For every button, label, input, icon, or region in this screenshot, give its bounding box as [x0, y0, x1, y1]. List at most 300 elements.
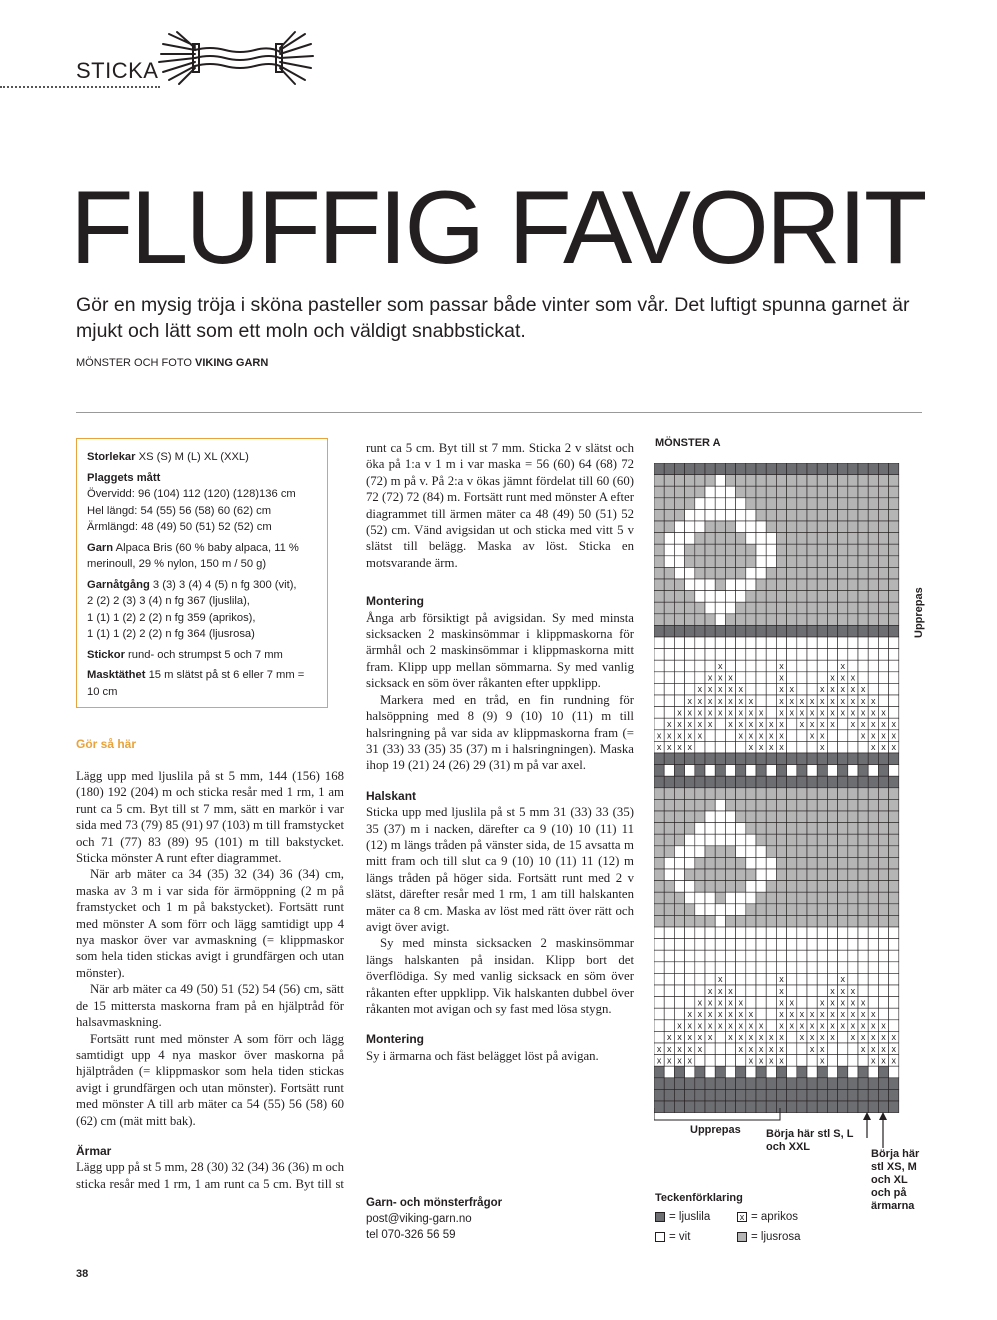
chart-cell — [654, 939, 664, 951]
chart-cell — [695, 765, 705, 777]
apricot-stitch-mark: x — [860, 684, 866, 695]
chart-cell — [848, 776, 858, 788]
chart-cell — [838, 602, 848, 614]
chart-cell — [705, 486, 715, 498]
chart-cell — [838, 556, 848, 568]
apricot-stitch-mark: x — [840, 684, 845, 695]
chart-cell — [848, 637, 858, 649]
apricot-stitch-mark: x — [707, 997, 713, 1008]
apricot-stitch-mark: x — [707, 695, 713, 706]
chart-cell — [817, 776, 827, 788]
chart-cell — [695, 509, 705, 521]
amount-white: 3 (3) 3 (4) 4 (5) n fg 300 (vit), — [152, 578, 297, 591]
chart-cell — [787, 1031, 797, 1043]
chart-cell — [664, 892, 674, 904]
chart-cell — [868, 962, 878, 974]
chart-cell — [715, 869, 725, 881]
chart-cell — [736, 1055, 746, 1067]
apricot-stitch-mark: x — [758, 1032, 764, 1043]
chart-cell — [715, 521, 725, 533]
chart-cell — [889, 939, 899, 951]
chart-cell — [787, 556, 797, 568]
chart-cell — [797, 649, 807, 661]
chart-cell — [685, 533, 695, 545]
chart-cell — [776, 486, 786, 498]
chart-cell — [838, 730, 848, 742]
chart-cell — [685, 799, 695, 811]
legend-white-text: = vit — [669, 1231, 691, 1243]
apricot-stitch-mark: x — [667, 1032, 672, 1043]
chart-cell — [858, 869, 868, 881]
apricot-stitch-mark: x — [697, 719, 703, 729]
chart-cell — [858, 475, 868, 487]
apricot-stitch-mark: x — [860, 730, 866, 741]
apricot-stitch-mark: x — [809, 730, 815, 741]
apricot-stitch-mark: x — [707, 719, 713, 729]
chart-cell — [674, 857, 684, 869]
chart-cell — [756, 1066, 766, 1078]
chart-cell — [654, 915, 664, 927]
chart-cell — [736, 799, 746, 811]
instruction-paragraph: Markera med en tråd, en fin rundning för halsöppning med 8 (9) 9 (10) 10 (11) m till halsringning på var sida av klippmaskorna fram (= 31 (33) 33 (35) 35 (37) m i halsringningen). Maska ihop 19 (21) 24 (26) 29 (31) m på var axel. — [366, 692, 634, 773]
apricot-stitch-mark: x — [799, 695, 805, 706]
chart-cell — [838, 567, 848, 579]
chart-cell — [766, 614, 776, 626]
chart-cell — [889, 973, 899, 985]
chart-cell — [756, 1008, 766, 1020]
chart-cell — [654, 857, 664, 869]
chart-cell — [725, 857, 735, 869]
chart-cell — [787, 1066, 797, 1078]
section-label: STICKA — [76, 58, 159, 83]
chart-cell — [685, 1066, 695, 1078]
chart-cell — [715, 915, 725, 927]
chart-cell — [797, 869, 807, 881]
chart-cell — [858, 857, 868, 869]
chart-cell — [695, 962, 705, 974]
measure-sleeve: Ärmlängd: 48 (49) 50 (51) 52 (52) cm — [87, 521, 272, 533]
chart-cell — [654, 823, 664, 835]
apricot-stitch-mark: x — [687, 742, 692, 753]
apricot-stitch-mark: x — [779, 1020, 784, 1031]
chart-cell — [746, 509, 756, 521]
chart-cell — [807, 869, 817, 881]
chart-cell — [654, 973, 664, 985]
chart-cell — [766, 892, 776, 904]
chart-cell — [664, 939, 674, 951]
apricot-stitch-mark: x — [779, 707, 784, 718]
apricot-stitch-mark: x — [840, 1009, 845, 1019]
chart-cell — [705, 602, 715, 614]
chart-cell — [695, 834, 705, 846]
chart-cell — [654, 892, 664, 904]
chart-cell — [889, 1078, 899, 1090]
chart-cell — [878, 649, 888, 661]
apricot-stitch-mark: x — [871, 730, 876, 741]
chart-cell — [878, 881, 888, 893]
chart-cell — [848, 811, 858, 823]
chart-cell — [756, 567, 766, 579]
chart-cell — [817, 857, 827, 869]
chart-cell — [685, 869, 695, 881]
chart-cell — [746, 567, 756, 579]
chart-cell — [705, 973, 715, 985]
chart-cell — [674, 939, 684, 951]
chart-cell — [848, 660, 858, 672]
apricot-stitch-mark: x — [820, 695, 825, 706]
chart-cell — [817, 915, 827, 927]
chart-cell — [705, 881, 715, 893]
chart-cell — [736, 869, 746, 881]
chart-cell — [736, 834, 746, 846]
chart-cell — [889, 509, 899, 521]
chart-cell — [766, 475, 776, 487]
chart-cell — [878, 683, 888, 695]
chart-cell — [746, 475, 756, 487]
chart-cell — [746, 521, 756, 533]
chart-cell — [858, 915, 868, 927]
chart-cell — [889, 823, 899, 835]
chart-cell — [654, 834, 664, 846]
chart-cell — [756, 834, 766, 846]
apricot-stitch-mark: x — [728, 1032, 733, 1043]
chart-cell — [756, 788, 766, 800]
chart-cell — [654, 927, 664, 939]
apricot-stitch-mark: x — [820, 1020, 825, 1031]
chart-cell — [695, 846, 705, 858]
chart-cell — [889, 788, 899, 800]
chart-cell — [746, 973, 756, 985]
apricot-stitch-mark: x — [707, 707, 713, 718]
chart-cell — [878, 799, 888, 811]
chart-cell — [715, 718, 725, 730]
chart-cell — [827, 904, 837, 916]
chart-cell — [685, 776, 695, 788]
chart-cell — [858, 950, 868, 962]
chart-cell — [756, 776, 766, 788]
chart-cell — [776, 915, 786, 927]
apricot-stitch-mark: x — [840, 985, 845, 996]
chart-cell — [715, 823, 725, 835]
apricot-stitch-mark: x — [871, 1009, 876, 1019]
chart-cell — [787, 823, 797, 835]
chart-cell — [736, 962, 746, 974]
chart-cell — [858, 509, 868, 521]
chart-cell — [889, 486, 899, 498]
chart-cell — [827, 915, 837, 927]
apricot-stitch-mark: x — [809, 1009, 815, 1019]
chart-cell — [725, 927, 735, 939]
chart-cell — [715, 1078, 725, 1090]
chart-cell — [787, 939, 797, 951]
chart-cell — [736, 521, 746, 533]
chart-cell — [807, 776, 817, 788]
chart-cell — [787, 962, 797, 974]
chart-cell — [705, 857, 715, 869]
chart-cell — [766, 857, 776, 869]
chart-cell — [848, 857, 858, 869]
chart-cell — [654, 625, 664, 637]
apricot-stitch-mark: x — [789, 684, 794, 695]
chart-cell — [766, 649, 776, 661]
chart-cell — [827, 591, 837, 603]
chart-cell — [776, 614, 786, 626]
chart-cell — [756, 892, 766, 904]
chart-cell — [807, 544, 817, 556]
chart-cell — [746, 498, 756, 510]
chart-cell — [787, 846, 797, 858]
chart-cell — [685, 857, 695, 869]
sizes-label: Storlekar — [87, 451, 136, 463]
chart-cell — [715, 927, 725, 939]
apricot-stitch-mark: x — [830, 1032, 835, 1043]
chart-cell — [664, 579, 674, 591]
apricot-stitch-mark: x — [728, 719, 733, 729]
chart-cell — [787, 521, 797, 533]
chart-cell — [868, 753, 878, 765]
chart-cell — [787, 579, 797, 591]
chart-cell — [776, 602, 786, 614]
chart-cell — [858, 753, 868, 765]
chart-cell — [817, 509, 827, 521]
chart-cell — [756, 683, 766, 695]
chart-cell — [685, 892, 695, 904]
chart-cell — [674, 927, 684, 939]
chart-cell — [889, 892, 899, 904]
chart-cell — [756, 811, 766, 823]
chart-cell — [715, 846, 725, 858]
measure-length: Hel längd: 54 (55) 56 (58) 60 (62) cm — [87, 504, 272, 517]
apricot-stitch-mark: x — [779, 974, 784, 985]
chart-cell — [817, 498, 827, 510]
chart-cell — [797, 1066, 807, 1078]
chart-cell — [858, 765, 868, 777]
chart-cell — [817, 637, 827, 649]
chart-cell — [848, 556, 858, 568]
apricot-stitch-mark: x — [779, 684, 784, 695]
chart-cell — [715, 637, 725, 649]
chart-cell — [827, 1043, 837, 1055]
chart-cell — [889, 533, 899, 545]
chart-cell — [746, 811, 756, 823]
chart-cell — [654, 591, 664, 603]
chart-cell — [787, 544, 797, 556]
needles-value: rund- och strumpst 5 och 7 mm — [128, 648, 283, 661]
chart-cell — [838, 1031, 848, 1043]
chart-cell — [674, 776, 684, 788]
chart-cell — [817, 614, 827, 626]
chart-cell — [674, 637, 684, 649]
chart-cell — [858, 556, 868, 568]
chart-cell — [654, 846, 664, 858]
chart-cell — [766, 869, 776, 881]
chart-cell — [664, 591, 674, 603]
article-title: FLUFFIG FAVORIT — [70, 170, 925, 286]
chart-cell — [838, 1055, 848, 1067]
apricot-stitch-mark: x — [881, 719, 886, 729]
chart-cell — [817, 486, 827, 498]
chart-cell — [746, 544, 756, 556]
chart-cell — [705, 962, 715, 974]
swatch-white — [655, 1232, 665, 1242]
instruction-paragraph: Sy med minsta sicksacken 2 maskinsömmar längs halskanten på insidan. Klipp bort det överflödiga. Sy med vanlig sicksack en söm över råkanten efter uppklipp. Vik halskanten dubbel över råkanten mot avigan och sy fast med lösa stygn. — [366, 936, 634, 1016]
chart-cell — [858, 962, 868, 974]
chart-cell — [848, 904, 858, 916]
chart-cell — [705, 591, 715, 603]
apricot-stitch-mark: x — [728, 1009, 733, 1019]
chart-cell — [695, 892, 705, 904]
chart-cell — [858, 788, 868, 800]
chart-cell — [827, 660, 837, 672]
chart-cell — [787, 753, 797, 765]
yarn-label: Garn — [87, 541, 114, 554]
chart-cell — [787, 973, 797, 985]
chart-cell — [715, 475, 725, 487]
chart-cell — [695, 904, 705, 916]
chart-cell — [766, 591, 776, 603]
apricot-stitch-mark: x — [718, 985, 723, 996]
chart-cell — [766, 672, 776, 684]
chart-cell — [878, 765, 888, 777]
chart-cell — [674, 660, 684, 672]
chart-cell — [756, 556, 766, 568]
chart-cell — [787, 533, 797, 545]
chart-cell — [756, 649, 766, 661]
chart-cell — [756, 637, 766, 649]
gauge-value: 15 m slätst på st 6 eller 7 mm = 10 cm — [87, 669, 305, 698]
chart-cell — [787, 811, 797, 823]
chart-cell — [664, 765, 674, 777]
chart-cell — [797, 1078, 807, 1090]
chart-cell — [695, 544, 705, 556]
needles-label: Stickor — [87, 648, 125, 661]
chart-cell — [868, 463, 878, 475]
apricot-stitch-mark: x — [789, 695, 794, 706]
chart-cell — [654, 950, 664, 962]
chart-cell — [766, 1078, 776, 1090]
chart-cell — [868, 985, 878, 997]
chart-cell — [868, 927, 878, 939]
apricot-stitch-mark: x — [820, 1043, 825, 1054]
chart-cell — [878, 1008, 888, 1020]
chart-cell — [827, 1078, 837, 1090]
apricot-stitch-mark: x — [840, 997, 845, 1008]
chart-cell — [827, 857, 837, 869]
repeat-bottom-label: Upprepas — [690, 1124, 741, 1136]
chart-cell — [878, 556, 888, 568]
chart-cell — [776, 753, 786, 765]
chart-cell — [797, 962, 807, 974]
chart-cell — [868, 614, 878, 626]
chart-cell — [705, 765, 715, 777]
pattern-facts-box — [76, 438, 328, 708]
apricot-stitch-mark: x — [677, 719, 682, 729]
chart-cell — [756, 533, 766, 545]
apricot-stitch-mark: x — [769, 1032, 774, 1043]
chart-cell — [838, 939, 848, 951]
apricot-stitch-mark: x — [891, 719, 896, 729]
contact-heading: Garn- och mönsterfrågor — [366, 1197, 503, 1209]
chart-repeat-markers — [654, 1098, 904, 1148]
chart-cell — [725, 591, 735, 603]
chart-cell — [695, 556, 705, 568]
chart-cell — [787, 834, 797, 846]
chart-cell — [736, 904, 746, 916]
chart-cell — [685, 660, 695, 672]
chart-cell — [766, 544, 776, 556]
chart-cell — [654, 672, 664, 684]
apricot-stitch-mark: x — [871, 1055, 876, 1066]
chart-cell — [695, 637, 705, 649]
chart-cell — [766, 962, 776, 974]
apricot-stitch-mark: x — [758, 742, 764, 753]
apricot-stitch-mark: x — [738, 1043, 743, 1054]
chart-cell — [756, 904, 766, 916]
chart-cell — [746, 834, 756, 846]
chart-cell — [797, 602, 807, 614]
chart-cell — [848, 799, 858, 811]
chart-cell — [827, 544, 837, 556]
apricot-stitch-mark: x — [758, 1020, 764, 1031]
chart-cell — [685, 765, 695, 777]
chart-cell — [695, 973, 705, 985]
chart-cell — [807, 556, 817, 568]
chart-cell — [674, 509, 684, 521]
chart-cell — [827, 498, 837, 510]
chart-cell — [776, 475, 786, 487]
chart-cell — [858, 741, 868, 753]
chart-cell — [848, 846, 858, 858]
contact-email[interactable]: post@viking-garn.no — [366, 1213, 472, 1225]
apricot-stitch-mark: x — [881, 730, 886, 741]
chart-cell — [766, 486, 776, 498]
chart-cell — [889, 881, 899, 893]
chart-cell — [787, 567, 797, 579]
legend-title: Teckenförklaring — [655, 1192, 743, 1204]
chart-cell — [858, 567, 868, 579]
chart-cell — [878, 985, 888, 997]
chart-cell — [827, 1066, 837, 1078]
chart-cell — [705, 1066, 715, 1078]
chart-cell — [674, 1008, 684, 1020]
chart-cell — [725, 1055, 735, 1067]
apricot-stitch-mark: x — [667, 730, 672, 741]
chart-cell — [756, 475, 766, 487]
yarn-value: Alpaca Bris (60 % baby alpaca, 11 % merinoull, 29 % nylon, 150 m / 50 g) — [87, 541, 299, 570]
chart-cell — [674, 788, 684, 800]
chart-cell — [838, 521, 848, 533]
chart-cell — [705, 614, 715, 626]
chart-cell — [797, 799, 807, 811]
chart-cell — [889, 753, 899, 765]
chart-cell — [848, 962, 858, 974]
chart-cell — [889, 567, 899, 579]
chart-cell — [868, 660, 878, 672]
chart-cell — [746, 602, 756, 614]
chart-cell — [725, 776, 735, 788]
chart-cell — [817, 788, 827, 800]
chart-cell — [878, 544, 888, 556]
chart-cell — [685, 614, 695, 626]
chart-cell — [674, 475, 684, 487]
chart-cell — [715, 463, 725, 475]
chart-cell — [705, 892, 715, 904]
chart-cell — [858, 927, 868, 939]
chart-cell — [654, 509, 664, 521]
chart-cell — [674, 579, 684, 591]
chart-cell — [705, 463, 715, 475]
chart-cell — [807, 973, 817, 985]
